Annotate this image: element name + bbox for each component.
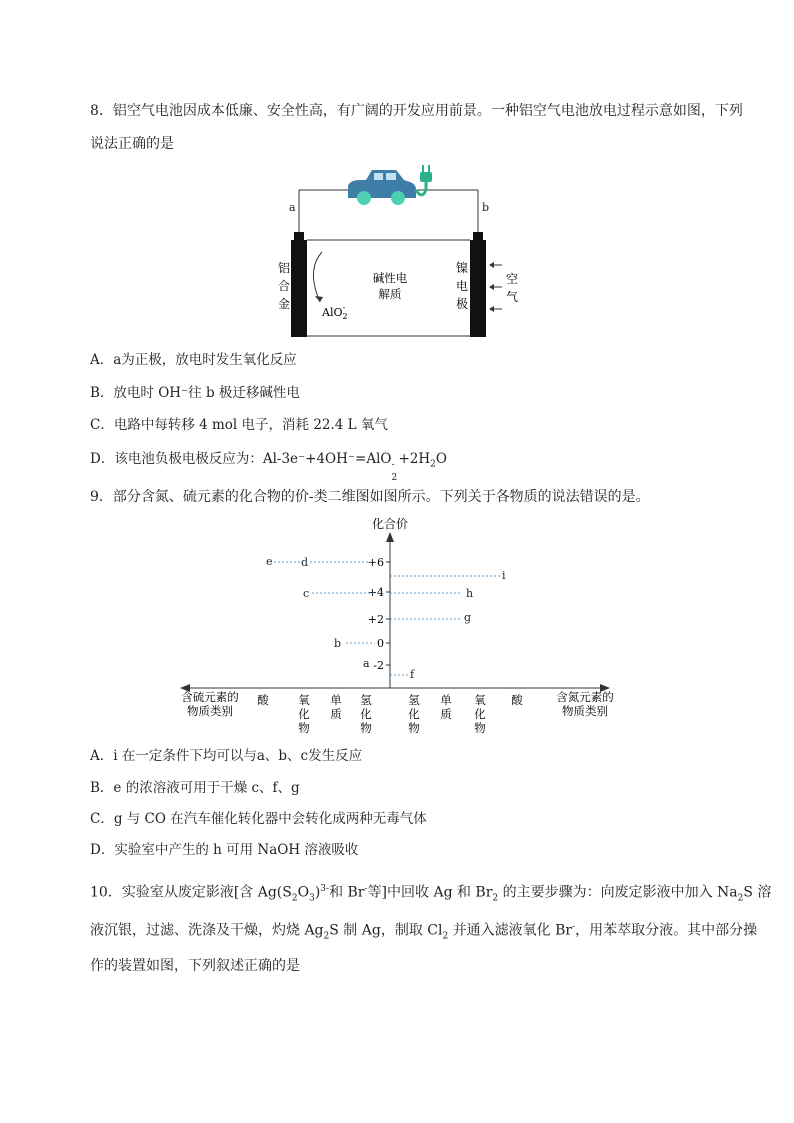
car-icon [348, 170, 416, 205]
point-d: d [301, 556, 309, 569]
point-g: g [464, 611, 472, 624]
cat-s-hydride-2: 化 [360, 707, 372, 721]
aluminum-electrode [291, 240, 307, 337]
ion-label: AlO$_2$- [322, 303, 348, 321]
point-a: a [363, 657, 370, 670]
label-b: b [482, 201, 490, 214]
q10-stem-line3: 作的装置如图，下列叙述正确的是 [90, 958, 300, 974]
tick-plus2: +2 [367, 613, 384, 626]
cat-s-hydride-3: 物 [360, 721, 372, 735]
q8-option-b[interactable]: B．放电时 OH⁻往 b 极迁移碱性电 [90, 385, 300, 401]
q9-option-c[interactable]: C．g 与 CO 在汽车催化转化器中会转化成两种无毒气体 [90, 811, 427, 827]
q8-option-c[interactable]: C．电路中每转移 4 mol 电子，消耗 22.4 L 氧气 [90, 417, 388, 433]
q9-option-a[interactable]: A．i 在一定条件下均可以与a、b、c发生反应 [90, 748, 363, 764]
nickel-electrode [470, 240, 486, 337]
tick-minus2: -2 [373, 659, 384, 672]
label-a: a [289, 201, 296, 214]
cat-s-element-2: 质 [330, 707, 342, 721]
q8-option-d[interactable]: D．该电池负极电极反应为：Al-3e⁻+4OH⁻=AlO - 2 $+2H_2O$ [90, 451, 447, 483]
q9-option-d[interactable]: D．实验室中产生的 h 可用 NaOH 溶液吸收 [90, 842, 359, 858]
point-h: h [466, 587, 474, 600]
battery-diagram [270, 160, 530, 345]
cat-s-element-1: 单 [330, 693, 342, 707]
q8-stem-line2: 说法正确的是 [90, 136, 174, 152]
point-b: b [334, 637, 342, 650]
point-i: i [502, 569, 506, 582]
cat-s-hydride-1: 氢 [360, 693, 372, 707]
ion-arrow [313, 252, 322, 302]
left-axis-title-2: 物质类别 [187, 704, 233, 718]
cat-s-acid: 酸 [257, 693, 269, 707]
cat-n-hydride-3: 物 [408, 721, 420, 735]
tick-plus4: +4 [367, 586, 384, 599]
air-label-1: 空 [506, 272, 519, 286]
left-label-3: 金 [278, 297, 291, 311]
cat-n-element-2: 质 [440, 707, 452, 721]
cat-n-oxide-3: 物 [474, 721, 486, 735]
right-label-1: 镍 [456, 261, 469, 275]
cat-s-oxide-1: 氧 [298, 693, 310, 707]
right-axis-title-1: 含氮元素的 [556, 690, 614, 704]
valence-class-chart [170, 510, 630, 735]
right-label-3: 极 [456, 297, 469, 311]
q8-option-a[interactable]: A．a为正极，放电时发生氧化反应 [90, 352, 297, 368]
left-axis-title-1: 含硫元素的 [181, 690, 239, 704]
q10-stem-line1: 10．实验室从废定影液[含 $Ag(S_2O_3)^{3-}$和 Br-等]中回收 Ag 和 $Br_2$ 的主要步骤为：向废定影液中加入 $Na_2S$ 溶 [90, 884, 772, 904]
q9-stem: 9．部分含氮、硫元素的化合物的价-类二维图如图所示。下列关于各物质的说法错误的是。 [90, 489, 650, 505]
cat-n-hydride-1: 氢 [408, 693, 420, 707]
left-label-2: 合 [278, 279, 291, 293]
point-c: c [303, 587, 310, 600]
left-label-1: 铝 [278, 261, 291, 275]
point-f: f [410, 668, 415, 681]
tick-zero: 0 [377, 637, 384, 650]
cat-n-oxide-1: 氧 [474, 693, 486, 707]
air-label-2: 气 [506, 290, 519, 304]
cat-s-oxide-2: 化 [298, 707, 310, 721]
tick-plus6: +6 [367, 556, 384, 569]
q8-stem-line1: 8．铝空气电池因成本低廉、安全性高，有广阔的开发应用前景。一种铝空气电池放电过程示意如图，下列 [90, 103, 743, 119]
right-label-2: 电 [456, 279, 469, 293]
right-axis-title-2: 物质类别 [562, 704, 608, 718]
y-axis-title: 化合价 [371, 517, 409, 531]
cat-n-oxide-2: 化 [474, 707, 486, 721]
point-e: e [266, 555, 273, 568]
q9-option-b[interactable]: B．e 的浓溶液可用于干燥 c、f、g [90, 780, 300, 796]
cat-n-acid: 酸 [511, 693, 523, 707]
cat-s-oxide-3: 物 [298, 721, 310, 735]
cat-n-element-1: 单 [440, 693, 452, 707]
electrolyte-label-1: 碱性电 [372, 271, 408, 285]
q10-stem-line2: 液沉银，过滤、洗涤及干燥，灼烧 $Ag_2S$ 制 Ag，制取 $Cl_2$ 并通入滤液氧化 Br-，用苯萃取分液。其中部分操 [90, 922, 758, 942]
electrolyte-label-2: 解质 [378, 287, 402, 301]
cat-n-hydride-2: 化 [408, 707, 420, 721]
